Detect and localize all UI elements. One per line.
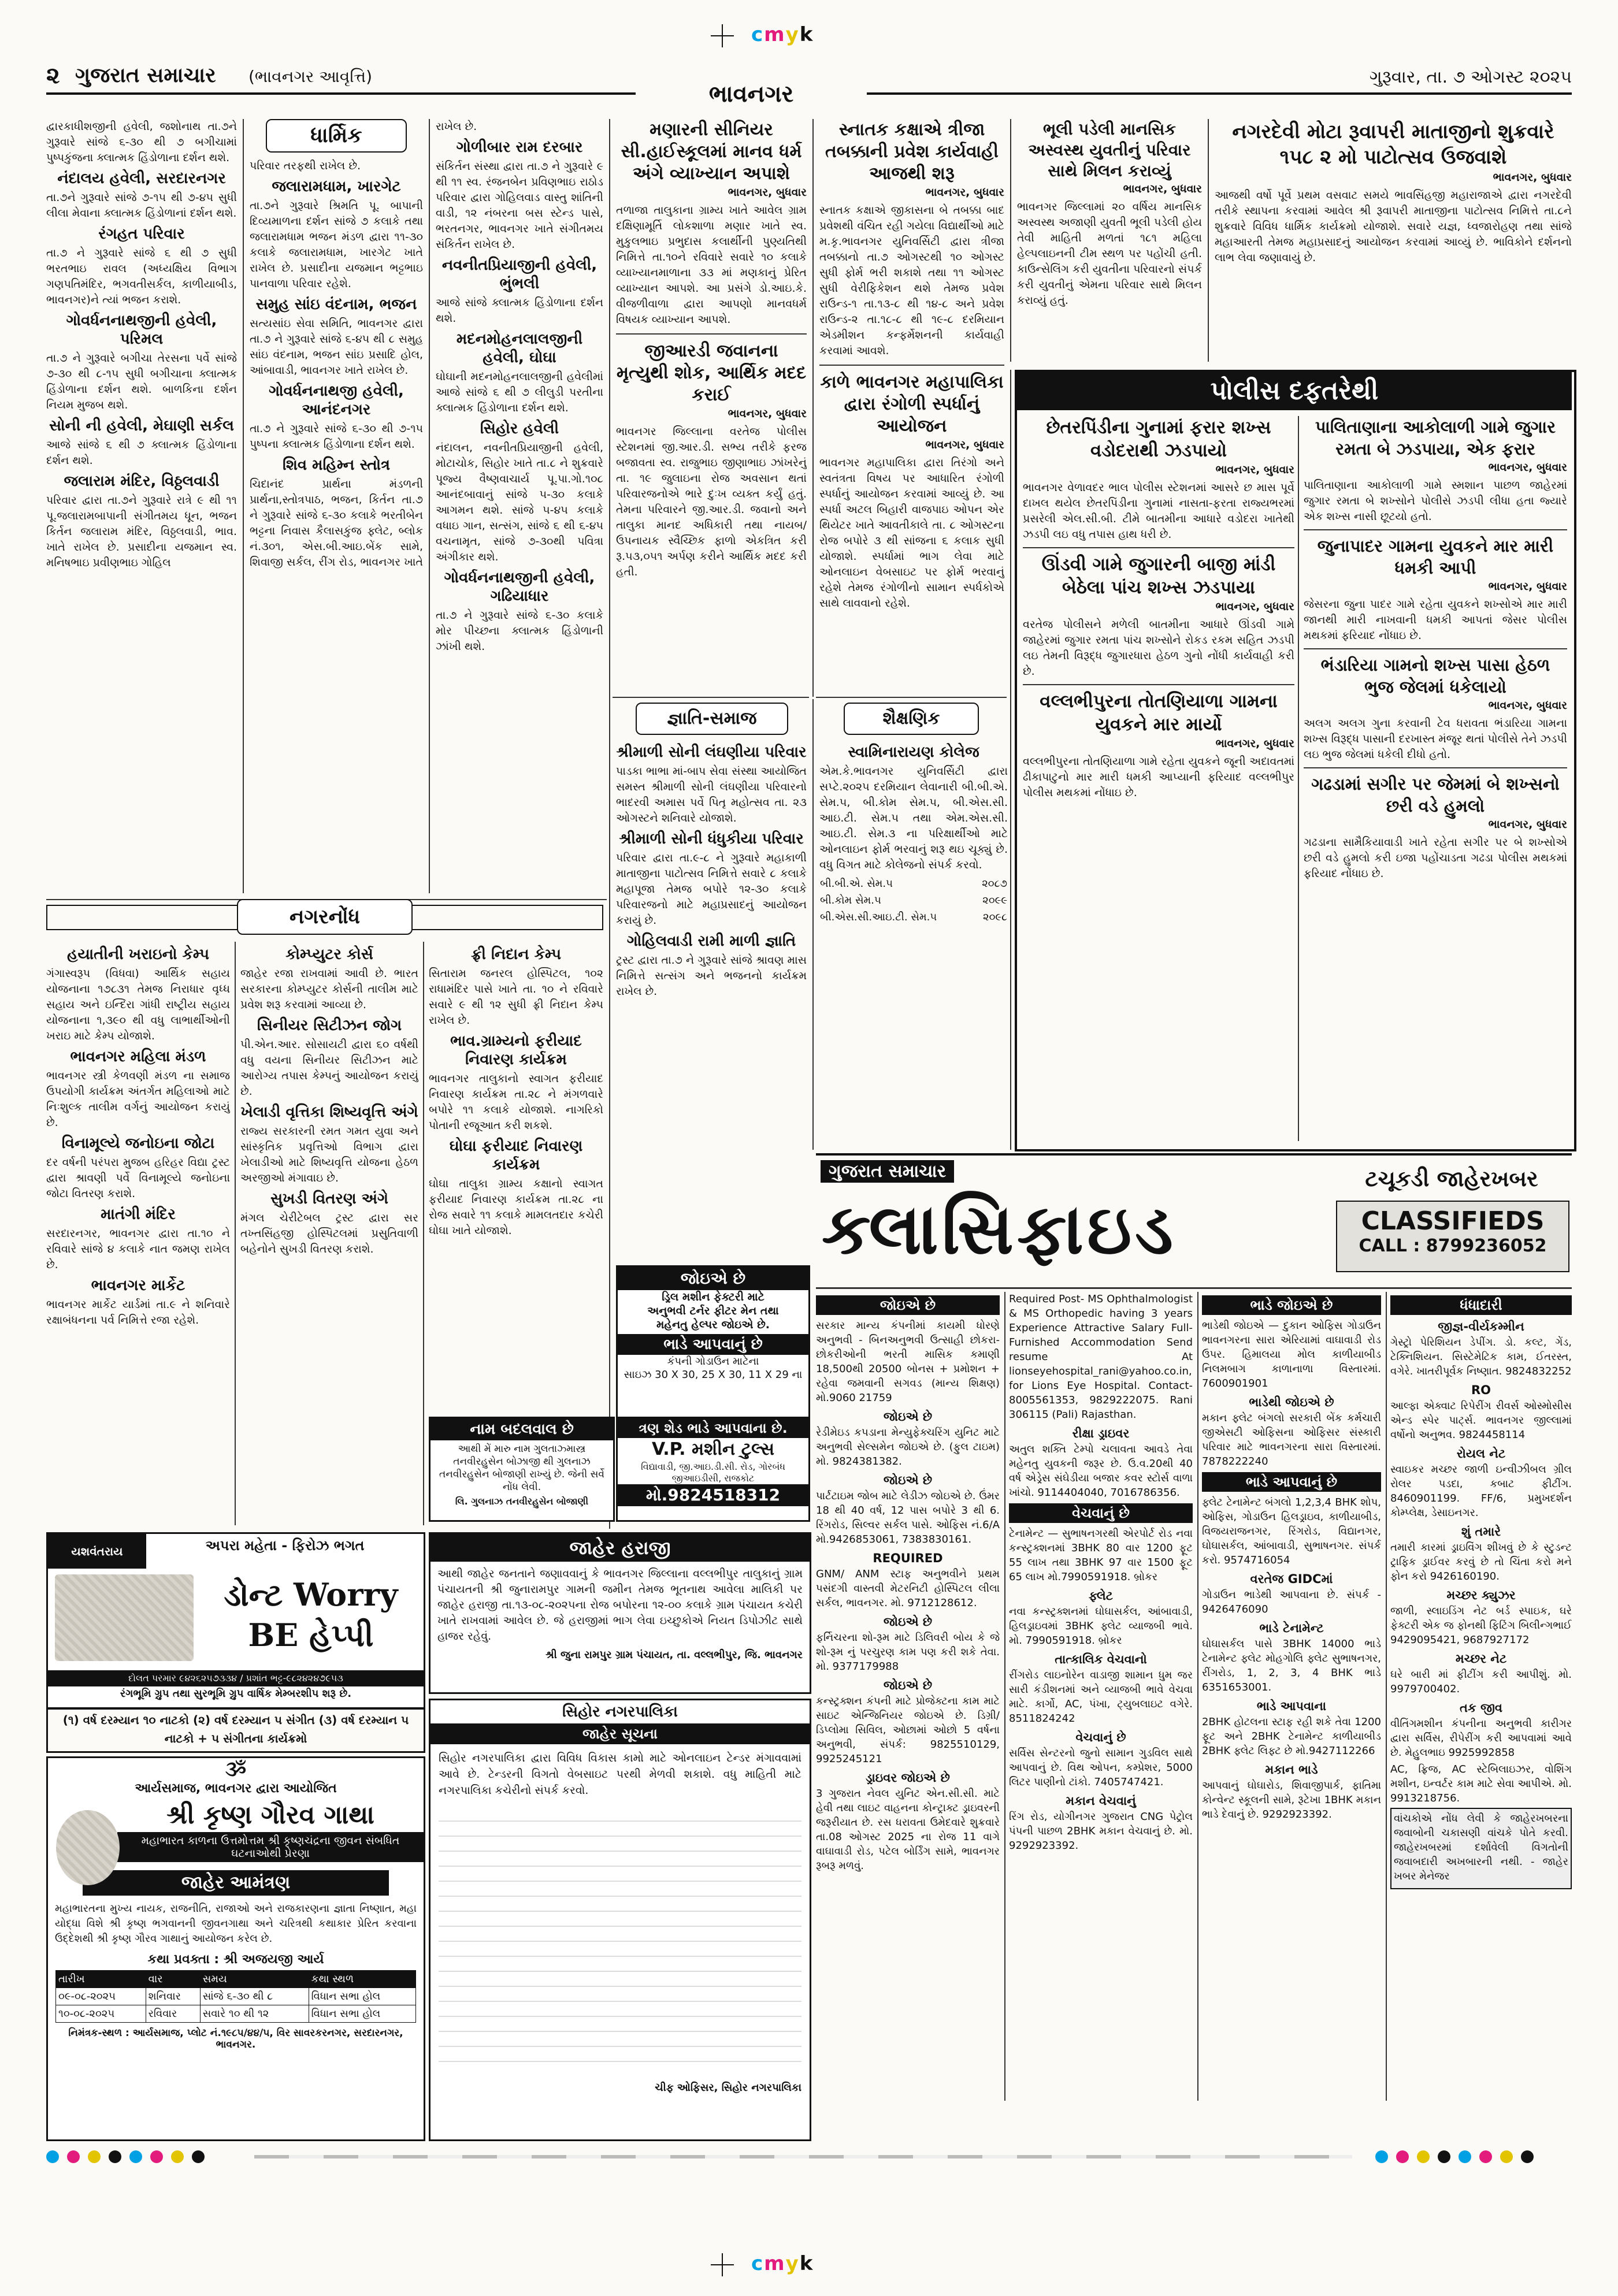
column-rule	[1208, 119, 1209, 362]
classified-col1	[816, 1292, 1000, 2101]
classified-en: CLASSIFIEDS	[1361, 1206, 1545, 1236]
machine-ad-bottom	[616, 1417, 810, 1522]
classified-item: રોયલ નેટ સ્વાઇકર મચ્છર જાળી ઇન્વીઝીબલ ગ્રીલ રોલર પડદા, કબાટ ફીટીંગ. 8460901199. FF/6, પ્રમુખદર્શન કોમ્પ્લેક્ષ, ડેસાઇનગર.	[1390, 1447, 1572, 1519]
item: માતંગી મંદિર સરદારનગર, ભાવનગર દ્વારા તા.૧૦ ને રવિવારે સાંજે ૪ કલાકે નાત જમણ રાખેલ છે.	[46, 1206, 230, 1271]
tender-table	[439, 1810, 801, 2076]
drama-plans: (૧) વર્ષ દરમ્યાન ૧૦ નાટકો (૨) વર્ષ દરમ્યાન ૫ સંગીત (૩) વર્ષ દરમ્યાન ૫ નાટકો + ૫ સંગીતના કાર્યક્રમો	[46, 1708, 425, 1753]
item: ભાવનગર માર્કેટ ભાવનગર માર્કેટ યાર્ડમાં તા.૯ ને શનિવારે રક્ષાબંધનના પર્વ નિમિત્તે રજા રહેશે.	[46, 1277, 230, 1327]
nagarnondh-col2	[240, 942, 418, 1525]
item: ફ્રી નિદાન કેમ્પ સિતારામ જનરલ હોસ્પિટલ, ૧૦૨ રાધામંદિર પાસે ખાતે તા. ૧૦ ને રવિવારે સવારે ૯ થી ૧૨ સુધી ફ્રી નિદાન કેમ્પ રાખેલ છે.	[429, 946, 603, 1027]
police-item: જુનાપાદર ગામના યુવકને માર મારી ધમકી આપી ભાવનગર, બુધવાર જેસરના જુના પાદર ગામે રહેતા યુવકને શખ્સોએ માર મારી જાનથી મારી નાખવાની ધમકી આપતાં જેસર પોલીસ મથકમાં ફરિયાદ નોંધાઇ છે.	[1304, 536, 1567, 642]
machine-ad-address: વિદ્યાવાડી, જી.આઇ.ડી.સી. રોડ, ગોરબંધ જીઆઇડીસી, રાજકોટ	[641, 1461, 785, 1484]
color-dot	[1375, 2150, 1388, 2163]
machine-ad-line: સાઇઝ 30 X 30, 25 X 30, 11 X 29 ના	[624, 1369, 803, 1381]
classified-item: મકાન વેચવાનું રિંગ રોડ, યોગીનગર ગુજરાત CNG પેટ્રોલ પંપની પાછળ 2BHK મકાન વેચવાનું છે. મો. 9292923392.	[1009, 1794, 1193, 1852]
item: નવનીતપ્રિયાજીની હવેલી, ભુંભલી આજે સાંજે ક્લાત્મક હિંડોળાના દર્શન થશે.	[436, 257, 603, 325]
color-bar-left	[46, 2150, 205, 2163]
classified-item: મચ્છર નેટ ઘરે બારી માં ફીટીંગ કરી આપીશું. મો. 9979700402.	[1390, 1652, 1572, 1695]
gray-scale-bar	[254, 2155, 1352, 2158]
item: ગોળીબાર રામ દરબાર સંકિર્તન સંસ્થા દ્વારા તા.૭ ને ગુરૂવારે ૯ થી ૧૧ સ્વ. રંજનબેન પ્રવિણભાઇ રાઠોડ પરિવાર દ્વારા ગોહિલવાડ વાસ્તુ શાંતિની વાડી, ૧૨ નંબરના બસ સ્ટેન્ડ પાસે, ભરતનગર, ભાવનગર ખાતે સંગીતમય સંકિર્તન રાખેલ છે.	[436, 139, 603, 251]
item: શ્રીમાળી સોની લંઘણીયા પરિવાર પાડકા ભાભા માં-બાપ સેવા સંસ્થા આયોજિત સમસ્ત શ્રીમાળી સોની લંઘણીયા પરિવારનો ભાદરવી અમાસ પર્વે પિતૃ મહોત્સવ તા. ૨૩ ઓગસ્ટને શનિવારે યોજાશે.	[616, 744, 807, 824]
classified-item: ભાડે જોઇએ છે ભાડેથી જોઇએ — દુકાન ઓફિસ ગોડાઉન ભાવનગરના સારા એરિયામાં વાઘાવાડી રોડ ઉપર. હિમાલયા મોલ કાળીયાબીડ નિલમબાગ કાળાનાળા વિસ્તારમાં. 7600901901	[1202, 1295, 1381, 1391]
classified-item: જોઇએ છે સરકાર માન્ય કંપનીમાં કાયમી ધોરણે અનુભવી - બિનઅનુભવી ઉત્સાહી છોકરા-છોકરીઓની ભરતી માસિક કમાણી 18,500થી 20500 બોનસ + પ્રમોશન + રહેવા જમવાની સગવડ (માન્ય શિક્ષણ) મો.9060 21759	[816, 1295, 1000, 1405]
section-title: ભાવનગર	[636, 81, 867, 110]
cmyk-mark-bottom: cmyk	[751, 2252, 814, 2275]
color-dot	[1396, 2150, 1409, 2163]
nagarnondh-col1	[46, 942, 230, 1525]
classified-title: ક્લાસિફાઇડ	[822, 1190, 1177, 1270]
police-col-left	[1023, 416, 1294, 1144]
item: વિનામૂલ્યે જનોઇના જોટા દર વર્ષની પરંપરા મુજબ હરિહર વિદ્યા ટ્રસ્ટ દ્વારા શ્રાવણી પર્વે વિનામૂલ્યે જનોઇના જોટા વિતરણ કરાશે.	[46, 1135, 230, 1200]
color-dot	[46, 2150, 59, 2163]
classified-item: જોઇએ છે પાર્ટટાઇમ જોબ માટે લેડીઝ જોઇએ છે. ઉંમર 18 થી 40 વર્ષ, 12 પાસ બપોરે 3 થી 6. રિંગરોડ, સિલ્વર સર્કલ પાસે. ઓફિસ નં.6/A મો.9426853061, 7383830161.	[816, 1473, 1000, 1545]
col4-news: મણારની સીનિયર સી.હાઈસ્કૂલમાં માનવ ધર્મ અંગે વ્યાખ્યાન અપાશે ભાવનગર, બુધવાર તળાજા તાલુકાના ગ્રામ્ય ખાતે આવેલ ગ્રામ દક્ષિણામૂર્તિ લોકશાળા મણાર ખાતે સ્વ. મુકુલભાઇ પ્રભુદાસ કલાર્થીની પુણ્યતિથી નિમિત્તે તા.૧૦ને રવિવારે સવારે ૧૦ કલાકે વ્યાખ્યાનમાળાના ૩૩ માં મણકાનું પ્રેરિત વ્યાખ્યાન આપશે. આ પ્રસંગે ડો.આઇ.કે. વીજળીવાળા દ્વારા આપણો માનવધર્મ વિષયક વ્યાખ્યાન આપશે. જીઆરડી જવાનના મૃત્યુથી શોક, આર્થિક મદદ કરાઈ ભાવનગર, બુધવાર ભાવનગર જિલ્લાના વરતેજ પોલીસ સ્ટેશનમાં જી.આર.ડી. સભ્ય તરીકે ફરજ બજાવતા સ્વ. રાજુભાઇ જીણાભાઇ ઝાંખરેનું તા. ૧૯ જુલાઇના રોજ અવસાન થતાં પરિવારજનોએ ભારે દુઃખ વ્યક્ત કર્યું હતું. તેમના પરિવારને જી.આર.ડી. જવાનો અને તાલુકા માનદ અધિકારી તથા નાયબ/ઉપનાયક સ્વૈચ્છિક ફાળો એકત્રિત કરી રૂ.૫૩,૦૫૧ અર્પણ કરીને આર્થિક મદદ કરી હતી.	[616, 120, 807, 578]
krishna-invite: જાહેર આમંત્રણ	[83, 1870, 389, 1896]
item: સોની ની હવેલી, મેઘાણી સર્કલ આજે સાંજે ૬ થી ૭ ક્લાત્મક હિંડોળાના દર્શન થશે.	[46, 417, 237, 467]
classified-header	[816, 1153, 1572, 1288]
color-dot	[171, 2150, 184, 2163]
classified-item: ડ્રાઇવર જોઇએ છે 3 ગુજરાત નેવલ યુનિટ એન.સી.સી. માટે હેવી તથા લાઇટ વાહનના કોન્ટ્રાક્ટ ડ્રાઇવરની જરૂરીયાત છે. રસ ધરાવતા ઉમેદવારે શુક્રવારે તા.08 ઓગસ્ટ 2025 ના રોજ 11 વાગે વાઘાવાડી રોડ, પટેલ બોર્ડિંગ સામે, ભાવનગર રૂબરૂ મળવું.	[816, 1771, 1000, 1872]
classified-item: જોઇએ છે રેડીમેઇડ કપડાના મેન્યુફેક્ચરિંગ યુનિટ માટે અનુભવી સેલ્સમેન જોઇએ છે. (ફુલ ટાઇમ) મો. 9824381382.	[816, 1410, 1000, 1467]
col6-news: ભૂલી પડેલી માનસિક અસ્વસ્થ યુવતીનું પરિવાર સાથે મિલન કરાવ્યું ભાવનગર, બુધવાર ભાવનગર જિલ્લામાં ૨૦ વર્ષિય માનસિક અસ્વસ્થ અજાણી યુવતી ભૂલી પડેલી હોય તેવી માહિતી મળતાં ૧૮૧ મહિલા હેલ્પલાઇનની ટીમ સ્થળ પર પહોંચી હતી. કાઉન્સેલિંગ કરી યુવતીના પરિવારનો સંપર્ક કરી યુવતીનું એમના પરિવાર સાથે મિલન કરાવ્યું હતું.	[1017, 120, 1202, 307]
item: જલારામધામ, ખારગેટ તા.૭ને ગુરૂવારે શ્રિમતિ પૂ. બાપાની દિવ્યમાળના દર્શન સાંજે ૭ કલાકે તથા જલારામધામ ભજન મંડળ દ્વારા ૧૧-૩૦ કલાકે જલારામધામ, ખારગેટ ખાતે રાખેલ છે. પ્રસાદીના યજમાન ભટ્ટભાઇ પાનવાળા પરિવાર રહેશે.	[250, 178, 423, 290]
color-dot	[1459, 2150, 1471, 2163]
krishna-title: શ્રી કૃષ્ણ ગૌરવ ગાથા	[166, 1800, 374, 1830]
col2-dharmik: ધાર્મિક પરિવાર તરફથી રાખેલ છે. જલારામધામ, ખારગેટ તા.૭ને ગુરૂવારે શ્રિમતિ પૂ. બાપાની દિવ્યમાળના દર્શન સાંજે ૭ કલાકે તથા જલારામધામ ભજન મંડળ દ્વારા ૧૧-૩૦ કલાકે જલારામધામ, ખારગેટ ખાતે રાખેલ છે. પ્રસાદીના યજમાન ભટ્ટભાઇ પાનવાળા પરિવાર રહેશે. સમુહ સાંઇ વંદનામ, ભજન સત્યસાંઇ સેવા સમિતિ, ભાવનગર દ્વારા તા.૭ ને ગુરૂવારે સાંજે ૬-૪૫ થી ૮ સમુહ સાંઇ વંદનામ, ભજન સાંઇ પ્રસાદિ હોલ, આંબાવાડી, ભાવનગર ખાતે રાખેલ છે. ગોવર્ધનનાથજી હવેલી, આનંદનગર તા.૭ ને ગુરૂવારે સાંજે ૬-૩૦ થી ૭-૧૫ પુષ્પના ક્લાત્મક હિંડોળાના દર્શન થશે. શિવ મહિમ્ન સ્તોત્ર ચિદાનંદ પ્રાર્થના મંડળની પ્રાર્થના,સ્તોત્રપાઠ, ભજન, કિર્તન તા.૭ ને ગુરૂવારે સાંજે ૬-૩૦ કલાકે ભરતીબેન ભટ્ટના નિવાસ કૈલાસકુંજ ફ્લેટ, બ્લોક નં.૩૦૧, એસ.બી.આઇ.બેંક સામે, શિવાજી સર્કલ, રીંગ રોડ, ભાવનગર ખાતે	[250, 119, 423, 893]
classified-item: મચ્છર ક્યુઝર જાળી, સ્લાઇડિંગ નેટ બર્ડ સ્પાઇક, ઘરે ફેક્ટરી એક જ ફોનથી ફિટિંગ બિલીન્ગભાઈ 9429095421, 9687927172	[1390, 1588, 1572, 1646]
machine-ad-title2: ભાડે આપવાનું છે	[618, 1334, 808, 1355]
registration-cross	[711, 2253, 734, 2276]
classified-item: વરતેજ GIDCમાં ગોડાઉન ભાડેથી આપવાના છે. સંપર્ક - 9426476090	[1202, 1572, 1381, 1615]
item: હયાતીની ખરાઇનો કેમ્પ ગંગાસ્વરૂપ (વિધવા) આર્થિક સહાય યોજનાના ૧૭૮૩૧ તેમજ નિરાધાર વૃધ્ધ સહાય અને ઇન્દિરા ગાંધી રાષ્ટ્રીય સહાય યોજનાના ૧,૩૯૦ થી વધુ લાભાર્થીઓની ખરાઇ માટે કેમ્પ યોજાશે.	[46, 946, 230, 1042]
classified-item: જીજ્ઞ-વીર્યકમ્મીન ગેસ્ટ્રો પેરિશિયન ડેપીંગ. ડો. કલ્ટ, ગેંડ, ટેક્નિશિયન. સિસ્ટેમેટિક કામ, ઈતરસ્ત, વગેરે. ખાતરીપૂર્વક નિષ્ણાત. 9824832252	[1390, 1320, 1572, 1377]
classified-item: મકાન ભાડે આપવાનું ઘોઘારોડ, શિવાજીપાર્ક, ફાતિમા કોન્વેન્ટ સ્કૂલની સામે, રૂટેખા 1BHK મકાન ભાડે દેવાનું છે. 9292923392.	[1202, 1763, 1381, 1821]
classified-item: રીક્ષા ડ્રાઇવર અતુલ શક્તિ ટેમ્પો ચલાવતા આવડે તેવા મહેનતુ યુવકની જરૂર છે. ઉ.વ.20થી 40 વર્ષ એડ્રેસ સંઘેડીયા બજાર કવર સ્ટોર્સ વાળા ખાંચો. 9114404040, 7016786356.	[1009, 1426, 1193, 1499]
drama-booking: દોલત પરમાર ૯૪૨૬૨૫૭૩૩૪ / પ્રશાંત ભટ્ટ-૯૮૨૪૨૪૭૯૫૩	[48, 1670, 424, 1686]
item: મદનમોહનલાલજીની હવેલી, ઘોઘા ઘોઘાની મદનમોહનલાલજીની હવેલીમાં આજે સાંજે ૬ થી ૭ લીલુડી પરતીના ક્લાત્મક હિંડોળાના દર્શન થશે.	[436, 330, 603, 414]
classified-col4	[1390, 1292, 1572, 2101]
tender-sig: ચીફ ઓફિસર, સિહોર નગરપાલિકા	[655, 2082, 801, 2094]
classified-item: REQUIRED GNM/ ANM સ્ટાફ અનુભવીને પ્રથમ પસંદગી વાસ્તવી મેટરનિટી હોસ્પિટલ લીલા સર્કલ, ભાવનગર. મો. 9712128612.	[816, 1551, 1000, 1609]
krishna-org: આર્યસમાજ, ભાવનગર દ્વારા આયોજિત	[135, 1781, 337, 1796]
name-change-body: આથી મેં મારુ નામ ગુલતાઝ્માસ્ત્ર તનવીરહુસેન બોઝાજી થી ગુલનાઝ તનવીરહુસેન બોજાણી રાખ્યું છે. જેની સર્વે નોંધ લેવી.	[439, 1443, 605, 1493]
classified-call: CALL : 8799236052	[1359, 1236, 1547, 1256]
classified-item: જોઇએ છે કન્સ્ટ્રક્શન કંપની માટે પ્રોજેક્ટના કામ માટે સાઇટ એન્જિનિયર જોઇએ છે. ડિગ્રી/ ડિપ્લોમા સિવિલ, ઓછામાં ઓછો 5 વર્ષના અનુભવી, સંપર્ક: 9825510129, 9925245121	[816, 1678, 1000, 1765]
machine-ad-phone: મો.9824518312	[618, 1484, 808, 1506]
cmyk-mark: cmyk	[751, 23, 814, 46]
rule	[816, 697, 1007, 698]
founder-photo	[56, 1810, 120, 1885]
classified-item: વેચવાનું છે સર્વિસ સેન્ટરનો જુનો સામાન ગુડવિલ સાથે આપવાનું છે. વિથ ઓપન, કમ્પ્રેશર, 5000 લિટર પાણીનો ટાંકો. 7405747421.	[1009, 1730, 1193, 1788]
item: ગોવર્ધનનાથજીની હવેલી, ગઢિયાધાર તા.૭ ને ગુરૂવારે સાંજે ૬-૩૦ કલાકે મોર પીચ્છના ક્લાત્મક હિંડોળાની ઝાંખી થશે.	[436, 569, 603, 653]
classified-item: ધંધાદારી	[1390, 1295, 1572, 1315]
color-bar-right	[1375, 2150, 1534, 2163]
item: ખેલાડી વૃત્તિકા શિષ્યવૃત્તિ અંગે રાજ્ય સરકારની રમત ગમત યુવા અને સાંસ્કૃતિક પ્રવૃત્તિઓ વિભાગ દ્વારા ખેલાડીઓ માટે શિષ્યવૃત્તિ યોજના હેઠળ અરજીઓ મંગાવાઇ છે.	[240, 1104, 418, 1184]
name-change-sig: લિ. ગુલનાઝ તનવીરહુસેન બોજાણી	[455, 1496, 589, 1507]
tender-body: સિહોર નગરપાલિકા દ્વારા વિવિધ વિકાસ કામો માટે ઓનલાઇન ટેન્ડર મંગાવવામાં આવે છે. ટેન્ડરની વિગતો વેબસાઇટ પરથી મેળવી શકાશે. વધુ માહિતી માટે નગરપાલિકા કચેરીનો સંપર્ક કરવો.	[439, 1752, 801, 1797]
column-rule	[1197, 1292, 1198, 2101]
column-rule	[423, 942, 424, 1525]
item: શ્રીમાળી સોની ધંધુકીયા પરિવાર પરિવાર દ્વારા તા.૯-૮ ને ગુરૂવારે મહાકાળી માતાજીના પાટોત્સવ નિમિત્તે સવારે ૮ કલાકે મહાપૂજા તેમજ બપોરે ૧૨-૩૦ કલાકે પરિવારજનો માટે મહાપ્રસાદનું આયોજન કરાયું છે.	[616, 830, 807, 927]
item: નંદાલય હવેલી, સરદારનગર તા.૭ને ગુરૂવારે સાંજે ૭-૧૫ થી ૭-૪૫ સુધી લીલા મેવાના ક્લાત્મક હિંડોળાનાં દર્શન થશે.	[46, 170, 237, 220]
color-dot	[88, 2150, 101, 2163]
drama-photo	[55, 1574, 194, 1661]
edition: (ભાવનગર આવૃત્તિ)	[248, 67, 373, 86]
col7-news: નગરદેવી મોટા રૂવાપરી માતાજીનો શુક્રવારે ૧૫૮ ૨ મો પાટોત્સવ ઉજવાશે ભાવનગર, બુધવાર આજથી વર્ષો પૂર્વે પ્રથમ વસવાટ સમયે ભાવસિંહજી મહારાજાએ દ્વારા નગરદેવી તરીકે સ્થાપના કરવામાં આવેલ શ્રી રૂવાપરી માતાજીના પાટોત્સવ નિમિત્તે તા.૮ને શુક્રવારે વિવિધ ધાર્મિક કાર્યક્રમો યોજાશે. સવારે યજ્ઞ, ધ્વજારોહણ તથા સાંજે મહાઆરતી તેમજ મહાપ્રસાદનું આયોજન કરવામાં આવ્યું છે. ભાવિકોને દર્શનનો લાભ લેવા જણાવાયું છે.	[1215, 120, 1572, 264]
police-item: ઊંડવી ગામે જુગારની બાજી માંડી બેઠેલા પાંચ શખ્સ ઝડપાયા ભાવનગર, બુધવાર વરતેજ પોલીસને મળેલી બાતમીના આધારે ઊંડવી ગામે જાહેરમાં જુગાર રમતા પાંચ શખ્સોને રોકડ રકમ સહિત ઝડપી લઇ તેમની વિરૂદ્ધ જુગારધારા હેઠળ ગુનો નોંધી કાર્યવાહી કરી છે.	[1023, 554, 1294, 678]
drama-promoter: યશવંતરાય	[48, 1534, 146, 1569]
column-rule	[1010, 119, 1011, 362]
classified-item: Required Post- MS Ophthalmologist & MS Orthopedic having 3 years Experience Attractive Salary Full- Furnished Accommodation Send resume At lionseyehospital_rani@yahoo.co.in, for Lions Eye Hospital. Contact- 8005561353, 9829222075. Rani 306115 (Pali) Rajasthan.	[1009, 1293, 1193, 1421]
column-rule	[609, 119, 610, 1529]
color-dot	[109, 2150, 121, 2163]
item: ગોવર્ધનનાથજી હવેલી, આનંદનગર તા.૭ ને ગુરૂવારે સાંજે ૬-૩૦ થી ૭-૧૫ પુષ્પના ક્લાત્મક હિંડોળાના દર્શન થશે.	[250, 382, 423, 451]
item: શિવ મહિમ્ન સ્તોત્ર ચિદાનંદ પ્રાર્થના મંડળની પ્રાર્થના,સ્તોત્રપાઠ, ભજન, કિર્તન તા.૭ ને ગુરૂવારે સાંજે ૬-૩૦ કલાકે ભરતીબેન ભટ્ટના નિવાસ કૈલાસકુંજ ફ્લેટ, બ્લોક નં.૩૦૧, એસ.બી.આઇ.બેંક સામે, શિવાજી સર્કલ, રીંગ રોડ, ભાવનગર ખાતે	[250, 456, 423, 569]
classified-item: RO આલ્ફા એક્વાટ રિપેરીંગ રીવર્સ ઓસ્મોસીસ એન્ડ સ્પેર પાર્ટ્સ. ભાવનગર જીલ્લામાં વર્ષોનો અનુભવ. 9824458114	[1390, 1383, 1572, 1441]
drama-ad	[46, 1532, 425, 1709]
item: ઘોઘા ફરીયાદ નિવારણ કાર્યક્રમ ઘોઘા તાલુકા ગ્રામ્ય કક્ષાનો સ્વાગત ફરીયાદ નિવારણ કાર્યક્રમ તા.૨૮ ના રોજ સવારે ૧૧ કલાકે મામલતદાર કચેરી ઘોઘા ખાતે યોજાશે.	[429, 1138, 603, 1237]
item: ગોવર્ધનનાથજીની હવેલી, પરિમલ તા.૭ ને ગુરૂવારે બગીચા તેરસના પર્વે સાંજે ૭-૩૦ થી ૮-૧૫ સુધી બગીચાના ક્લાત્મક હિંડોળાના દર્શન થશે. બાળકિના દર્શન નિયમ મુજબ થશે.	[46, 312, 237, 411]
item: સુખડી વિતરણ અંગે મંગલ ચેરીટેબલ ટ્રસ્ટ દ્વારા સર તખ્તસિંહજી હોસ્પિટલમાં પ્રસુતિવાળી બહેનોને સુખડી વિતરણ કરાશે.	[240, 1190, 418, 1255]
classified-tag: ટચૂકડી જાહેરખબર	[1365, 1166, 1538, 1191]
column-rule	[429, 119, 430, 893]
police-col-right	[1304, 416, 1567, 1144]
rule	[613, 697, 809, 698]
shaikshanik-tag: શૈક્ષણિક	[844, 703, 979, 735]
column-rule	[1004, 1292, 1005, 2101]
classified-col3	[1202, 1292, 1381, 2101]
color-dot	[1521, 2150, 1534, 2163]
tender-ad	[429, 1699, 811, 2141]
paper-name: ગુજરાત સમાચાર	[75, 64, 216, 87]
page-number: ૨	[46, 62, 60, 89]
classified-item: વાંચકોએ નોંધ લેવી કે જાહેરખબરના જવાબોની ચકાસણી વાંચકે પોતે કરવી. જાહેરખબરમાં દર્શાવેલી વિગતોની જવાબદારી અખબારની નથી. - જાહેર ખબર મેનેજર	[1390, 1808, 1572, 1889]
auction-ad	[429, 1532, 811, 1694]
shaikshanik-col: સ્વામિનારાયણ કોલેજ એમ.કે.ભાવનગર યુનિવર્સિટી દ્વારા સપ્ટે.૨૦૨૫ દરમિયાન લેવાનારી બી.બી.એ. સેમ.૫, બી.કોમ સેમ.૫, બી.એસ.સી. આઇ.ટી. સેમ.૫ તથા એમ.એસ.સી. આઇ.ટી. સેમ.૩ ના પરિક્ષાર્થીઓ માટે ઓનલાઇન ફોર્મ ભરવાનું શરૂ થઇ ચૂક્યું છે. વધુ વિગત માટે કોલેજનો સંપર્ક કરવો. બી.બી.એ. સેમ.૫ ૨૦૮૭ બી.કોમ સેમ.૫ ૨૦૯૯ બી.એસ.સી.આઇ.ટી. સેમ.૫ ૨૦૯૮	[819, 740, 1008, 1144]
classified-item: ભાડેથી જોઇએ છે મકાન ફ્લેટ બંગલો સરકારી બેંક કર્મચારી જીએસટી ઓફિસના ઓફિસર સંસ્કારી પરિવાર માટે ભાવનગરના સારા વિસ્તારમાં. 7878222240	[1202, 1395, 1381, 1467]
classified-item: AC, ફ્રિજ, AC સ્ટેબિલાઇઝર, વોશિંગ મશીન, ઇન્વર્ટર કામ માટે સેવા આપીએ. મો. 9913218756.	[1390, 1763, 1572, 1804]
column-rule	[1298, 416, 1299, 1141]
item: કોમ્પ્યુટર કોર્સ જાહેર રજા રાખવામાં આવી છે. ભારત સરકારના કોમ્પ્યુટર કોર્સની તાલીમ માટે પ્રવેશ શરૂ કરવામાં આવ્યા છે.	[240, 946, 418, 1011]
classified-item: ભાડે આપવાનું છે ફ્લેટ ટેનામેન્ટ બંગલો 1,2,3,4 BHK શોપ, ઓફિસ, ગોડાઉન હિલડ્રાઇવ, કાળીયાબીડ, વિજયરાજનગર, રિંગરોડ, વિદ્યાનગર, ઘોઘાસર્કલ, આંબાવાડી, સુભાષનગર. સંપર્ક કરો. 9574716054	[1202, 1472, 1381, 1567]
police-item: ભંડારિયા ગામનો શખ્સ પાસા હેઠળ ભુજ જેલમાં ધકેલાયો ભાવનગર, બુધવાર અલગ અલગ ગુના કરવાની ટેવ ધરાવતા ભંડારિયા ગામના શખ્સ વિરૂદ્ધ પાસાની દરખાસ્ત મંજૂર થતાં પોલીસે તેને ઝડપી લઇ ભુજ જેલમાં ધકેલી દીધો હતો.	[1304, 655, 1567, 761]
color-dot	[192, 2150, 205, 2163]
classified-item: ભાડે ટેનામેન્ટ ઘોઘાસર્કલ પાસે 3BHK 14000 ભાડે ટેનામેન્ટ ફ્લેટ મોહગોલિ ફ્લેટ સુભાષનગર, રીંગરોડ, 1, 2, 3, 4 BHK ભાડે 6351653001.	[1202, 1621, 1381, 1693]
drama-title: અપરા મહેતા - ફિરોઝ ભગત	[205, 1537, 365, 1554]
nagarnondh-tag: નગરનોંધ	[237, 899, 413, 935]
dharmik-tag: ધાર્મિક	[266, 119, 407, 153]
color-dot	[1438, 2150, 1450, 2163]
classified-item: જોઇએ છે ફર્નિચરના શો-રૂમ માટે ડિલિવરી બોય કે જે શો-રૂમ નું પરચુરણ કામ પણ કરી શકે તેવા. મો. 9377179988	[816, 1615, 1000, 1673]
classified-item: ભાડે આપવાના 2BHK હોટલના સ્ટાફ રહી શકે તેવા 1200 ફૂટ અને 2BHK ટેનામેન્ટ કાળીયાબીડ 2BHK ફ્લેટ લિફ્ટ છે મો.9427112266	[1202, 1699, 1381, 1757]
color-dot	[129, 2150, 142, 2163]
classified-item: તક જીવ વીતિંગમશીન કંપનીના અનુભવી કારીગર દ્વારા સર્વિસ, રીપેરીંગ કરી આપવામાં આવે છે. મેહુલભાઇ 9925992858	[1390, 1701, 1572, 1759]
item: સમુહ સાંઇ વંદનામ, ભજન સત્યસાંઇ સેવા સમિતિ, ભાવનગર દ્વારા તા.૭ ને ગુરૂવારે સાંજે ૬-૪૫ થી ૮ સમુહ સાંઇ વંદનામ, ભજન સાંઇ પ્રસાદિ હોલ, આંબાવાડી, ભાવનગર ખાતે રાખેલ છે.	[250, 296, 423, 377]
machine-ad-line: ત્રણ શેડ ભાડે આપવાના છે.	[618, 1418, 808, 1438]
registration-cross	[711, 24, 734, 47]
tender-office: સિહોર નગરપાલિકા	[562, 1703, 678, 1721]
machine-ad-line: કંપની ગોડાઉન માટેના	[667, 1355, 759, 1368]
classified-col2	[1009, 1292, 1193, 2101]
color-dot	[1479, 2150, 1492, 2163]
classified-item: ફ્લેટ નવા કન્સ્ટ્રક્શનમાં ઘોઘાસર્કલ, આંબાવાડી, હિલડ્રાઇવમાં 3BHK ફ્લેટ વ્યાજબી ભાવે. મો. 7990591918. બ્રોકર	[1009, 1589, 1193, 1647]
machine-ad-line: અનુભવી ટર્નર ફીટર મેન તથા	[647, 1305, 779, 1317]
column-rule	[235, 942, 236, 1525]
machine-ad-line: મહેનતુ હેલ્પર જોઇએ છે.	[656, 1318, 770, 1331]
krishna-sub: મહાભારત કાળના ઉત્તમોત્તમ શ્રી કૃષ્ણચંદ્રના જીવન સંબધિત ઘટનાઓથી પ્રેરણા	[117, 1832, 424, 1862]
machine-ad-title: જોઇએ છે	[618, 1267, 808, 1290]
rule	[816, 1287, 1572, 1289]
classified-item: તાત્કાલિક વેચવાનો રીંગરોડ લાઇનોરેન વાડાજી શામાન ધુમ જર સારી કંડીશનમાં અને વ્યાજબી ભાવે વેચવા માટે. કાર્ગો, AC, પંખા, ટ્યુબલાઇટ વગેરે. 8511824242	[1009, 1652, 1193, 1725]
police-item: છેતરપિંડીના ગુનામાં ફરાર શખ્સ વડોદરાથી ઝડપાયો ભાવનગર, બુધવાર ભાવનગર વેળાવદર ભાલ પોલીસ સ્ટેશનમાં આસરે છ માસ પૂર્વે દાખલ થયેલ છેતરપિંડીના ગુનામાં નાસતા-ફરતા રાજ્યભરમાં પ્રસરેલી એલ.સી.બી. ટીમે બાતમીના આધારે વડોદરા ખાતેથી ઝડપી લઇ વધુ તપાસ હાથ ધરી છે.	[1023, 417, 1294, 541]
machine-ad-company: V.P. મશીન ટુલ્સ	[651, 1439, 775, 1459]
police-item: પાલિતાણાના આકોલાળી ગામે જુગાર રમતા બે ઝડપાયા, એક ફરાર ભાવનગર, બુધવાર પાલિતાણાના આકોલાળી ગામે સ્મશાન પાછળ જાહેરમાં જુગાર રમતા બે શખ્સોને પોલીસે ઝડપી લીધા હતા જ્યારે એક શખ્સ નાસી છૂટયો હતો.	[1304, 417, 1567, 523]
gnati-tag: જ્ઞાતિ-સમાજ	[636, 703, 788, 735]
classified-paper: ગુજરાત સમાચાર	[821, 1160, 954, 1183]
column-rule	[1386, 1292, 1387, 2101]
exam-table: બી.બી.એ. સેમ.૫ ૨૦૮૭ બી.કોમ સેમ.૫ ૨૦૯૯ બી.એસ.સી.આઇ.ટી. સેમ.૫ ૨૦૯૮	[820, 878, 1007, 923]
color-dot	[1417, 2150, 1430, 2163]
drama-bar: રંગભૂમિ ગ્રુપ તથા સુરભૂમિ ગ્રુપ વાર્ષિક મેમ્બરશીપ શરૂ છે.	[120, 1688, 352, 1700]
machine-ad	[616, 1265, 810, 1419]
police-item: ગઢડામાં સગીર પર જેમમાં બે શખ્સનો છરી વડે હુમલો ભાવનગર, બુધવાર ગઢડાના સામૈકિયાવાડી ખાતે રહેતા સગીર પર બે શખ્સોએ છરી વડે હુમલો કરી ઇજા પહોંચાડતા ગઢડા પોલીસ મથકમાં ફરિયાદ નોંધાઇ છે.	[1304, 774, 1567, 880]
krishna-om: ૐ	[225, 1758, 247, 1781]
column-rule	[812, 699, 814, 1150]
column-rule	[243, 119, 244, 893]
item: સિહોર હવેલી નંદાલન, નવનીતપ્રિયાજીની હવેલી, મોટાચોક, સિહોર ખાતે તા.૮ ને શુક્રવારે પૂજ્ય વૈષ્ણવાચાર્ય પૂ.પા.ગો.૧૦૮ આનંદબાવાનું સાંજે ૫-૩૦ કલાકે આગમન થશે. સાંજે ૫-૪૫ કલાકે વધાઇ ગાન, સત્સંગ, સાંજે ૬ થી ૬-૪૫ વચનામૃત, સાંજે ૭-૩૦થી પવિત્રા અંગીકાર થશે.	[436, 420, 603, 563]
krishna-schedule: તારીખ વાર સમય કથા સ્થળ ૦૯-૦૮-૨૦૨૫ શનિવાર સાંજે ૬-૩૦ થી ૮ વિધાન સભા હોલ ૧૦-૦૮-૨૦૨૫ રવિવાર સવારે ૧૦ થી ૧૨ વિધાન સભા હોલ	[55, 1970, 416, 2023]
col1-religious: દ્વારકાધીશજીની હવેલી, જશોનાથ તા.૭ને ગુરૂવારે સાંજે ૬-૩૦ થી ૭ બગીચામાં પુષ્પકુંજના ક્લાત્મક હિંડોળાના દર્શન થશે. નંદાલય હવેલી, સરદારનગર તા.૭ને ગુરૂવારે સાંજે ૭-૧૫ થી ૭-૪૫ સુધી લીલા મેવાના ક્લાત્મક હિંડોળાનાં દર્શન થશે. રંગહત પરિવાર તા.૭ ને ગુરૂવારે સાંજે ૬ થી ૭ સુધી ભરતભાઇ રાવલ (અધ્યક્ષિય વિભાગ ગણપતિમંદિર, ભગવતીસર્કલ, કાળીયાબીડ, ભાવનગર)ને ત્યાં ભજન કરાશે. ગોવર્ધનનાથજીની હવેલી, પરિમલ તા.૭ ને ગુરૂવારે બગીચા તેરસના પર્વે સાંજે ૭-૩૦ થી ૮-૧૫ સુધી બગીચાના ક્લાત્મક હિંડોળાના દર્શન થશે. બાળકિના દર્શન નિયમ મુજબ થશે. સોની ની હવેલી, મેઘાણી સર્કલ આજે સાંજે ૬ થી ૭ ક્લાત્મક હિંડોળાના દર્શન થશે. જલારામ મંદિર, વિઠ્ઠલવાડી પરિવાર દ્વારા તા.૭ને ગુરૂવારે રાત્રે ૯ થી ૧૧ પૂ.જલારામબાપાની સંગીતમય ધૂન, ભજન કિર્તન જલારામ મંદિર, વિઠ્ઠલવાડી, ભાવ. ખાતે રાખેલ છે. પ્રસાદીના યજમાન સ્વ. મનિષભાઇ પ્રવીણભાઇ ગોહિલ	[46, 119, 237, 893]
drama-play: ડોન્ટ Worry BE હેપ્પી	[224, 1576, 398, 1654]
auction-title: જાહેર હરાજી	[431, 1534, 810, 1562]
item: રંગહત પરિવાર તા.૭ ને ગુરૂવારે સાંજે ૬ થી ૭ સુધી ભરતભાઇ રાવલ (અધ્યક્ષિય વિભાગ ગણપતિમંદિર, ભગવતીસર્કલ, કાળીયાબીડ, ભાવનગર)ને ત્યાં ભજન કરાશે.	[46, 225, 237, 306]
item: સિનીયર સિટીઝન જોગ પી.એન.આર. સોસાયટી દ્વારા ૬૦ વર્ષથી વધુ વયના સિનીયર સિટીઝન માટે આરોગ્ય તપાસ કેમ્પનું આયોજન કરાયું છે.	[240, 1017, 418, 1098]
item: ગોહિલવાડી રામી માળી જ્ઞાતિ ટ્રસ્ટ દ્વારા તા.૭ ને ગુરૂવારે સાંજે શ્રાવણ માસ નિમિત્તે સત્સંગ અને ભજનનો કાર્યક્રમ રાખેલ છે.	[616, 932, 807, 998]
krishna-footer: નિમંત્રક-સ્થળ : આર્યસમાજ, પ્લોટ નં.૧૯૮૫/૪૪/૫, વિર સાવરકરનગર, સરદારનગર, ભાવનગર.	[68, 2027, 403, 2050]
item: ભાવનગર મહિલા મંડળ ભાવનગર સ્ત્રી કેળવણી મંડળ ના સમાજ ઉપયોગી કાર્યક્રમ અંતર્ગત મહિલાઓ માટે નિઃશુલ્ક તાલીમ વર્ગનું આયોજન કરાયું છે.	[46, 1048, 230, 1129]
color-dot	[1500, 2150, 1513, 2163]
col3-religious: રાખેલ છે. ગોળીબાર રામ દરબાર સંકિર્તન સંસ્થા દ્વારા તા.૭ ને ગુરૂવારે ૯ થી ૧૧ સ્વ. રંજનબેન પ્રવિણભાઇ રાઠોડ પરિવાર દ્વારા ગોહિલવાડ વાસ્તુ શાંતિની વાડી, ૧૨ નંબરના બસ સ્ટેન્ડ પાસે, ભરતનગર, ભાવનગર ખાતે સંગીતમય સંકિર્તન રાખેલ છે. નવનીતપ્રિયાજીની હવેલી, ભુંભલી આજે સાંજે ક્લાત્મક હિંડોળાના દર્શન થશે. મદનમોહનલાલજીની હવેલી, ઘોઘા ઘોઘાની મદનમોહનલાલજીની હવેલીમાં આજે સાંજે ૬ થી ૭ લીલુડી પરતીના ક્લાત્મક હિંડોળાના દર્શન થશે. સિહોર હવેલી નંદાલન, નવનીતપ્રિયાજીની હવેલી, મોટાચોક, સિહોર ખાતે તા.૮ ને શુક્રવારે પૂજ્ય વૈષ્ણવાચાર્ય પૂ.પા.ગો.૧૦૮ આનંદબાવાનું સાંજે ૫-૩૦ કલાકે આગમન થશે. સાંજે ૫-૪૫ કલાકે વધાઇ ગાન, સત્સંગ, સાંજે ૬ થી ૬-૪૫ વચનામૃત, સાંજે ૭-૩૦થી પવિત્રા અંગીકાર થશે. ગોવર્ધનનાથજીની હવેલી, ગઢિયાધાર તા.૭ ને ગુરૂવારે સાંજે ૬-૩૦ કલાકે મોર પીચ્છના ક્લાત્મક હિંડોળાની ઝાંખી થશે.	[436, 119, 603, 893]
date: ગુરૂવાર, તા. ૭ ઓગસ્ટ ૨૦૨૫	[1369, 67, 1572, 87]
classified-contact	[1336, 1201, 1569, 1272]
police-item: વલ્લભીપુરના તોતણિયાળા ગામના યુવકને માર માર્યો ભાવનગર, બુધવાર વલ્લભીપુરના તોતણિયાળા ગામે રહેતા યુવકને જૂની અદાવતમાં ઢીકાપાટુનો માર મારી ધમકી આપ્યાની ફરિયાદ વલ્લભીપુર પોલીસ મથકમાં નોંધાઇ છે.	[1023, 691, 1294, 799]
name-change-title: નામ બદલવાલ છે	[431, 1418, 613, 1440]
color-dot	[150, 2150, 163, 2163]
tender-title: જાહેર સૂચના	[431, 1723, 810, 1744]
classified-item: શું તમારે તમારી કારમાં ડ્રાઇવિંગ શીખવું છે કે સ્ટુડન્ટ ટ્રાફિક ડ્રાઈવર કરવું છે તો ચિંતા કરો મને ફોન કરો 9426160190.	[1390, 1525, 1572, 1582]
name-change-ad	[429, 1417, 615, 1522]
police-title: પોલીસ દફતરેથી	[1017, 372, 1572, 410]
color-dot	[67, 2150, 80, 2163]
krishna-speaker: કથા પ્રવક્તા : શ્રી અજયજી આર્ય	[147, 1952, 324, 1967]
col5-news: સ્નાતક કક્ષાએ ત્રીજા તબક્કાની પ્રવેશ કાર્યવાહી આજથી શરૂ ભાવનગર, બુધવાર સ્નાતક કક્ષાએ જીકાસના બે તબક્કા બાદ પ્રવેશથી વંચિત રહી ગયેલા વિદ્યાર્થીઓ માટે મ.કૃ.ભાવનગર યુનિવર્સિટી દ્વારા ત્રીજા તબક્કાનો તા.૭ ઓગસ્ટથી ૧૦ ઓગસ્ટ સુધી ફોર્મ ભરી શકાશે તથા ૧૧ ઓગસ્ટ સુધી વેરીફિકેશન થશે તેમજ પ્રવેશ રાઉન્ડ-૧ તા.૧૩-૮ થી ૧૪-૮ અને પ્રવેશ રાઉન્ડ-૨ તા.૧૮-૮ થી ૧૯-૮ દરમિયાન એડમીશન કન્ફર્મેશનની કાર્યવાહી કરવામાં આવશે. કાળે ભાવનગર મહાપાલિકા દ્વારા રંગોળી સ્પર્ધાનું આયોજન ભાવનગર, બુધવાર ભાવનગર મહાપાલિકા દ્વારા તિરંગો અને સ્વતંત્રતા વિષય પર આધારિત રંગોળી સ્પર્ધાનું આયોજન કરવામાં આવ્યું છે. આ સ્પર્ધા અટલ બિહારી વાજપાઇ ઓપન એર થિયેટર ખાતે આવતીકાલે તા. ૮ ઓગસ્ટના રોજ બપોરે ૩ થી સાંજના ૬ કલાક સુધી યોજાશે. સ્પર્ધામાં ભાગ લેવા માટે ઓનલાઇન વેબસાઇટ પર ફોર્મ ભરવાનું રહેશે તેમજ રંગોળીનો સામાન સ્પર્ધકોએ સાથે લાવવાનો રહેશે.	[819, 120, 1004, 610]
machine-ad-line: ડ્રિલ મશીન ફેક્ટરી માટે	[662, 1291, 765, 1303]
auction-sig: શ્રી જુના રામપુર ગ્રામ પંચાયત, તા. વલ્લભીપુર, જિ. ભાવનગર	[545, 1649, 803, 1661]
column-rule	[1010, 370, 1011, 1150]
auction-body: આથી જાહેર જનતાને જણાવવાનું કે ભાવનગર જિલ્લાના વલ્લભીપુર તાલુકાનું ગ્રામ પંચાયતની શ્રી જુનારામપુર ગામની જમીન તેમજ ભૂતનાથ આવેલા માલિકી પર જાહેર હરાજી તા.૧૩-૦૮-૨૦૨૫ના રોજ બપોરના ૧૨-૦૦ કલાકે ગ્રામ પંચાયત કચેરી ખાતે રાખવામાં આવેલ છે. જે હરાજીમાં ભાગ લેવા ઇચ્છુકોએ નિયત ડિપોઝીટ સાથે હાજર રહેવું.	[437, 1567, 803, 1643]
classified-item: વેચવાનું છે ટેનામેન્ટ — સુભાષનગરથી એરપોર્ટ રોડ નવા કન્સ્ટ્રક્શનમાં 3BHK 80 વાર 1200 ફૂટ 55 લાખ તથા 3BHK 97 વાર 1500 ફૂટ 65 લાખ મો.7990591918. બ્રોકર	[1009, 1503, 1193, 1584]
item: જલારામ મંદિર, વિઠ્ઠલવાડી પરિવાર દ્વારા તા.૭ને ગુરૂવારે રાત્રે ૯ થી ૧૧ પૂ.જલારામબાપાની સંગીતમય ધૂન, ભજન કિર્તન જલારામ મંદિર, વિઠ્ઠલવાડી, ભાવ. ખાતે રાખેલ છે. પ્રસાદીના યજમાન સ્વ. મનિષભાઇ પ્રવીણભાઇ ગોહિલ	[46, 473, 237, 569]
item: ભાવ.ગ્રામ્યનો ફરીયાદ નિવારણ કાર્યક્રમ ભાવનગર તાલુકાનો સ્વાગત ફરીયાદ નિવારણ કાર્યક્રમ તા.૨૮ ને મંગળવારે બપોરે ૧૧ કલાકે યોજાશે. નાગરિકો પોતાની રજૂઆત કરી શકશે.	[429, 1032, 603, 1132]
krishna-ad	[46, 1756, 425, 2141]
column-rule	[812, 119, 814, 697]
krishna-body: મહાભારતના મુખ્ય નાયક, રાજનીતિ, રાજાઓ અને રાજકારણના જ્ઞાતા નિષ્ણાત, મહા યોદ્ધા વિશે શ્રી કૃષ્ણ ભગવાનની જીવનગાથા અને ચરિત્રથી કથાકાર પ્રેરિત કરવાના ઉદ્દેશથી શ્રી કૃષ્ણ ગૌરવ ગાથાનું આયોજન કરેલ છે.	[55, 1903, 417, 1945]
